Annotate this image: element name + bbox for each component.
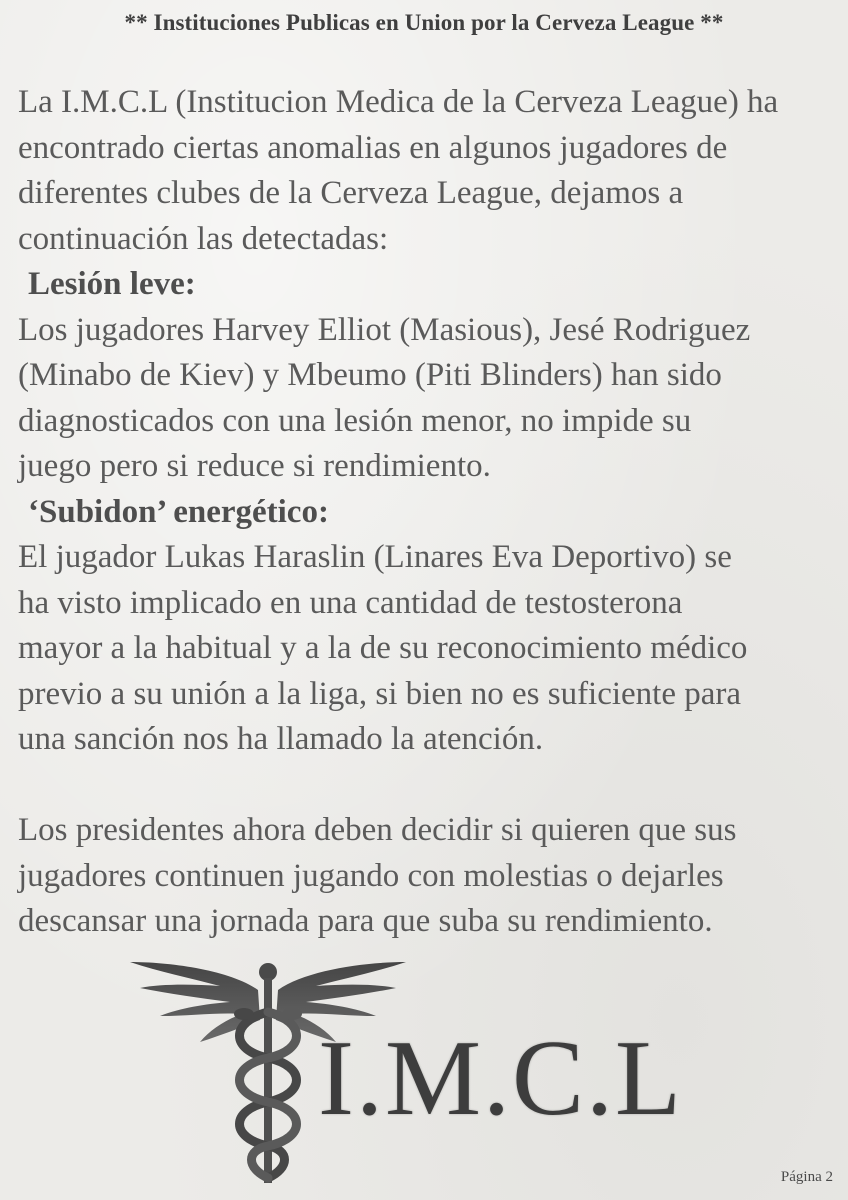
section-heading-subidon: ‘Subidon’ energético: <box>28 493 329 530</box>
section2-line: ha visto implicado en una cantidad de testosterona <box>18 584 683 621</box>
closing-line: jugadores continuen jugando con molestias o dejarles <box>18 857 724 894</box>
section2-line: mayor a la habitual y a la de su reconocimiento médico <box>18 630 748 666</box>
section1-line: Los jugadores Harvey Elliot (Masious), Jesé Rodriguez <box>18 311 751 348</box>
paragraph-spacer <box>18 763 838 809</box>
intro-line: diferentes clubes de la Cerveza League, dejamos a <box>18 175 684 211</box>
section-heading-lesion-leve: Lesión leve: <box>28 266 196 302</box>
intro-line: continuación las detectadas: <box>18 220 389 257</box>
intro-line: encontrado ciertas anomalias en algunos jugadores de <box>18 129 728 166</box>
logo-wordmark: I.M.C.L <box>318 1019 683 1138</box>
document-body <box>18 80 838 945</box>
page-number: Página 2 <box>780 1169 833 1185</box>
closing-line: Los presidentes ahora deben decidir si quieren que sus <box>18 812 737 848</box>
section1-line: diagnosticados con una lesión menor, no impide su <box>18 402 692 439</box>
section1-line: (Minabo de Kiev) y Mbeumo (Piti Blinders) han sido <box>18 357 722 393</box>
closing-line: descansar una jornada para que suba su rendimiento. <box>18 903 713 939</box>
intro-line: La I.M.C.L (Institucion Medica de la Cerveza League) ha <box>18 84 779 120</box>
document-header: ** Instituciones Publicas en Union por la Cerveza League ** <box>124 10 724 35</box>
section1-line: juego pero si reduce si rendimiento. <box>18 448 491 484</box>
section2-line: previo a su unión a la liga, si bien no es suficiente para <box>18 675 742 712</box>
section2-line: una sanción nos ha llamado la atención. <box>18 721 544 757</box>
section2-line: El jugador Lukas Haraslin (Linares Eva Deportivo) se <box>18 539 732 575</box>
